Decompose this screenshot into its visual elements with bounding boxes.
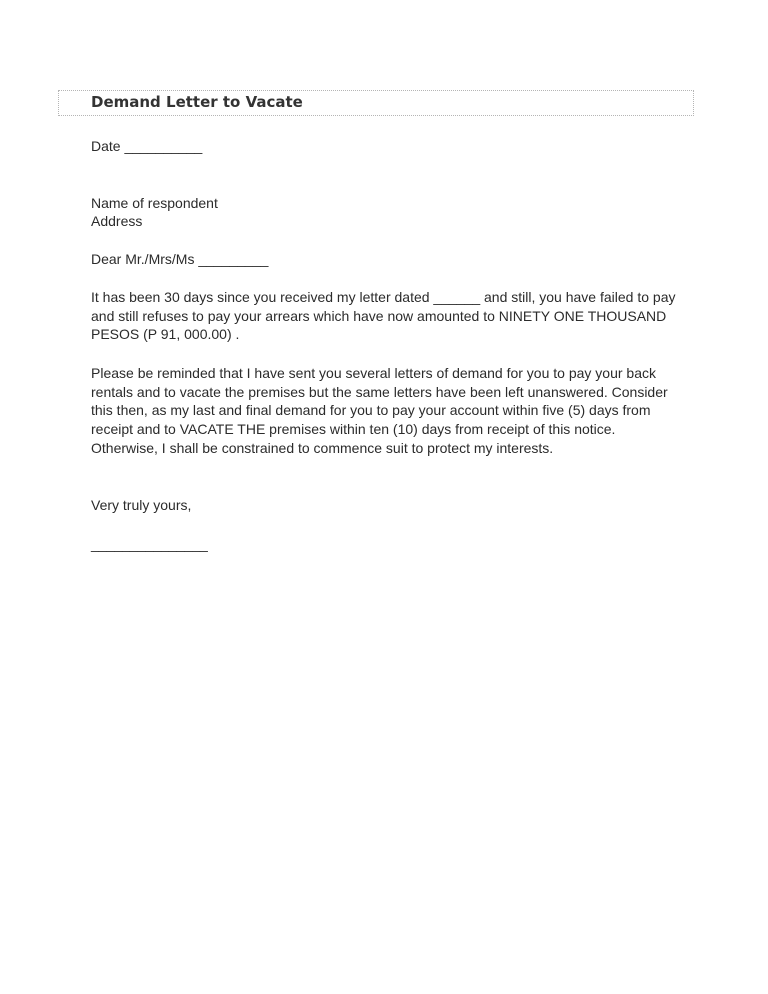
paragraph-line: and still refuses to pay your arrears which have now amounted to NINETY ONE THOUSAND xyxy=(91,307,667,324)
respondent-address: Address xyxy=(91,213,143,229)
date-line: Date __________ xyxy=(91,138,203,154)
paragraph-line: PESOS (P 91, 000.00) . xyxy=(91,326,240,343)
paragraph-arrears xyxy=(91,288,681,344)
salutation: Dear Mr./Mrs/Ms _________ xyxy=(91,251,269,267)
signature-line: _______________ xyxy=(91,536,208,552)
respondent-name: Name of respondent xyxy=(91,195,218,211)
paragraph-line: receipt and to VACATE THE premises within ten (10) days from receipt of this notice. xyxy=(91,421,616,438)
paragraph-final-demand xyxy=(91,364,681,458)
closing: Very truly yours, xyxy=(91,497,192,513)
paragraph-line: It has been 30 days since you received my letter dated ______ and still, you have failed to pay xyxy=(91,289,676,305)
paragraph-line: this then, as my last and final demand for you to pay your account within five (5) days from xyxy=(91,402,651,419)
document-title: Demand Letter to Vacate xyxy=(91,93,303,111)
paragraph-line: Please be reminded that I have sent you several letters of demand for you to pay your back xyxy=(91,365,656,381)
paragraph-line: rentals and to vacate the premises but the same letters have been left unanswered. Consider xyxy=(91,383,668,400)
title-box xyxy=(58,90,694,116)
paragraph-line: Otherwise, I shall be constrained to commence suit to protect my interests. xyxy=(91,439,554,456)
